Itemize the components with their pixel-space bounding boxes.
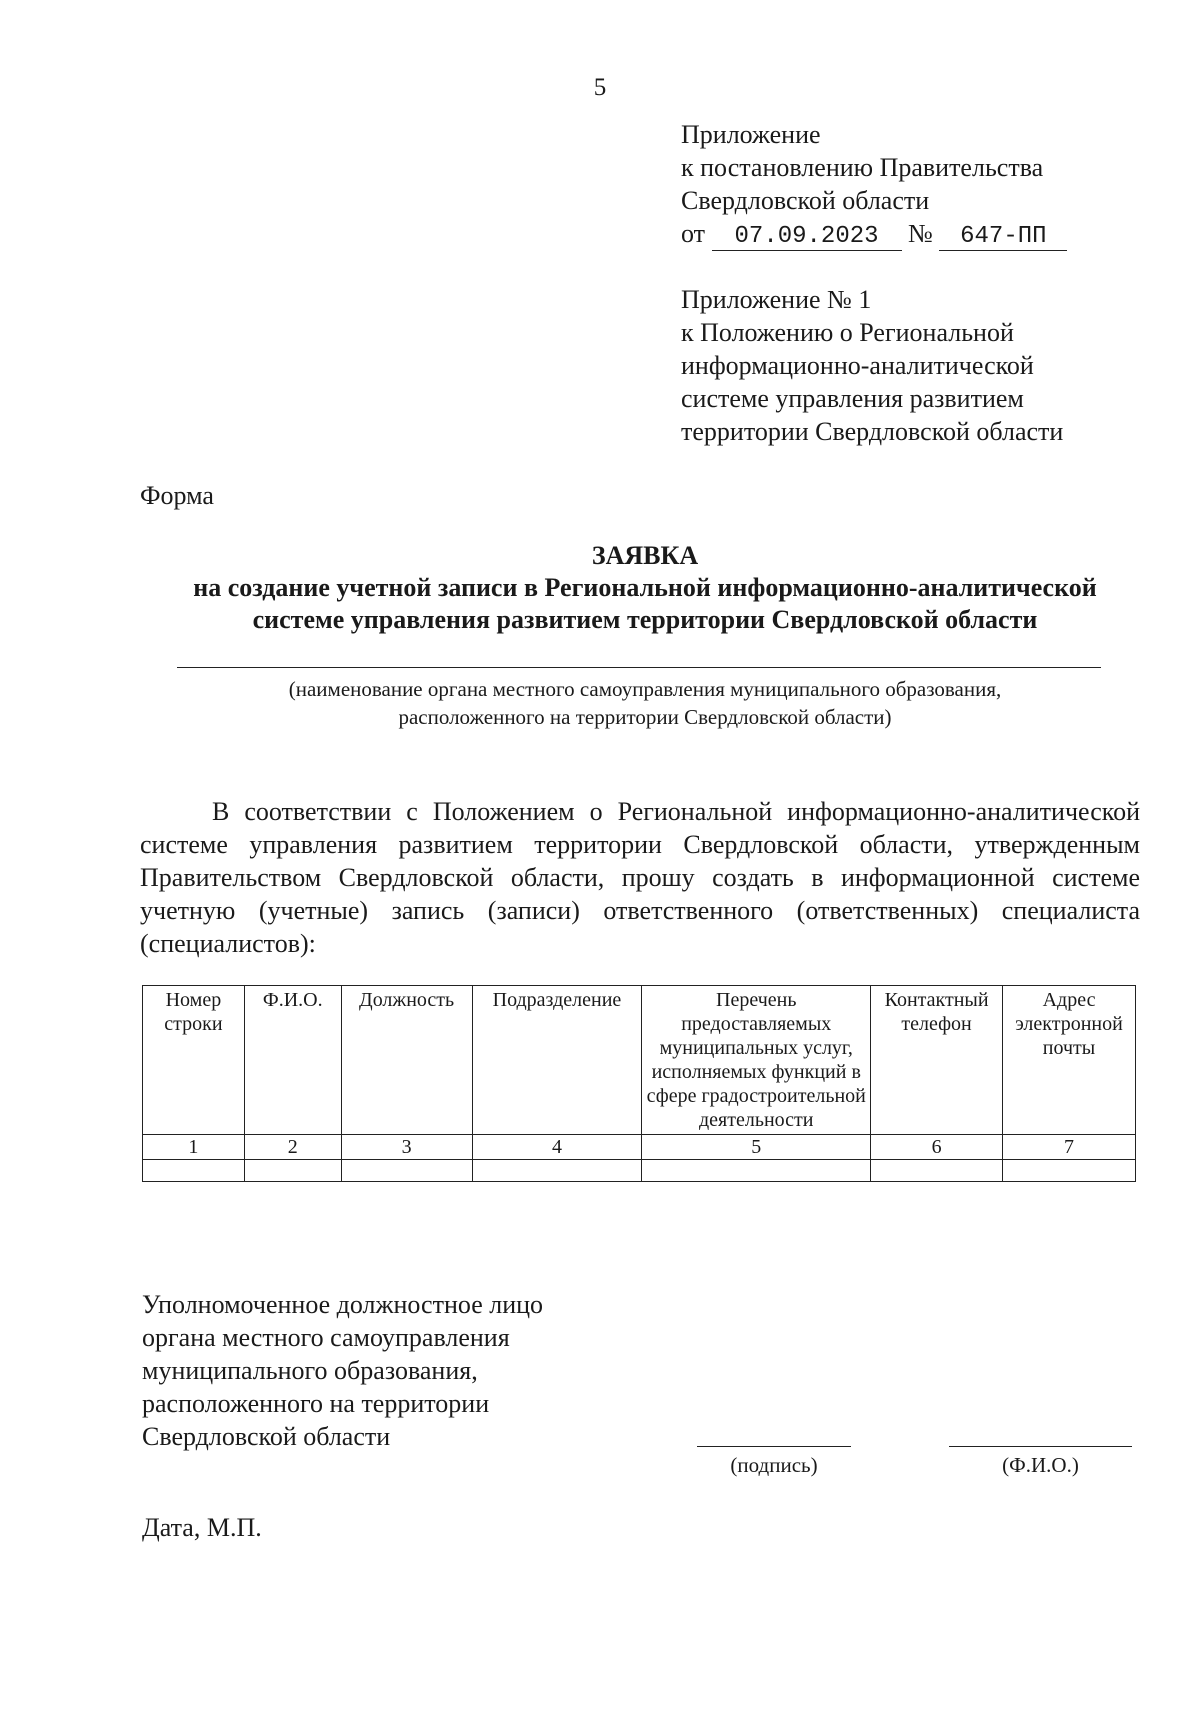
- table-number-row: [143, 1135, 1136, 1160]
- empty-cell: [472, 1160, 642, 1182]
- appendix-line: к постановлению Правительства: [681, 153, 1044, 182]
- signer-line: Уполномоченное должностное лицо: [142, 1290, 544, 1319]
- empty-cell: [143, 1160, 245, 1182]
- appendix-line: Приложение: [681, 120, 821, 149]
- page-number: 5: [593, 74, 607, 101]
- signature-caption: (подпись): [730, 1453, 818, 1477]
- appendix2-line: территории Свердловской области: [681, 417, 1064, 446]
- column-number: 5: [642, 1135, 871, 1160]
- form-label: Форма: [140, 481, 214, 510]
- fio-caption: (Ф.И.О.): [1002, 1453, 1079, 1477]
- signer-line: расположенного на территории: [142, 1389, 490, 1418]
- empty-cell: [341, 1160, 472, 1182]
- header-services-list: Перечень предоставляемых муниципальных услуг, исполняемых функций в сфере градостроительной деятельности: [642, 986, 871, 1135]
- column-number: 2: [244, 1135, 341, 1160]
- title-line: на создание учетной записи в Региональной информационно-аналитической: [193, 573, 1097, 602]
- date-seal-label: Дата, М.П.: [142, 1513, 262, 1542]
- column-number: 1: [143, 1135, 245, 1160]
- appendix2-line: к Положению о Региональной: [681, 318, 1014, 347]
- appendix-to-regulation: [681, 283, 1063, 448]
- appendix2-line: Приложение № 1: [681, 285, 872, 314]
- column-number: 6: [871, 1135, 1003, 1160]
- column-number: 4: [472, 1135, 642, 1160]
- caption-line: расположенного на территории Свердловской области): [398, 705, 892, 729]
- empty-cell: [1003, 1160, 1136, 1182]
- appendix-header: [681, 118, 1067, 251]
- from-label: от: [681, 219, 706, 248]
- caption-line: (наименование органа местного самоуправления муниципального образования,: [288, 677, 1002, 701]
- empty-cell: [244, 1160, 341, 1182]
- appendix-line: Свердловской области: [681, 186, 930, 215]
- document-title: [120, 540, 1170, 636]
- appendix2-line: информационно-аналитической: [681, 351, 1034, 380]
- header-row-number: Номер строки: [143, 986, 245, 1135]
- table-header-row: [143, 986, 1136, 1135]
- organization-name-line: [177, 667, 1101, 668]
- empty-cell: [642, 1160, 871, 1182]
- empty-cell: [871, 1160, 1003, 1182]
- resolution-date-number: [681, 217, 1067, 251]
- column-number: 7: [1003, 1135, 1136, 1160]
- organization-name-caption: [120, 675, 1170, 731]
- title-line: системе управления развитием территории Свердловской области: [252, 605, 1038, 634]
- appendix2-line: системе управления развитием: [681, 384, 1024, 413]
- signer-line: муниципального образования,: [142, 1356, 478, 1385]
- header-phone: Контактный телефон: [871, 986, 1003, 1135]
- authorized-official: [142, 1288, 543, 1453]
- signer-line: органа местного самоуправления: [142, 1323, 510, 1352]
- signer-line: Свердловской области: [142, 1422, 391, 1451]
- column-number: 3: [341, 1135, 472, 1160]
- header-fio: Ф.И.О.: [244, 986, 341, 1135]
- resolution-date: 07.09.2023: [712, 224, 902, 251]
- header-department: Подразделение: [472, 986, 642, 1135]
- resolution-number: 647-ПП: [939, 224, 1067, 251]
- title-heading: ЗАЯВКА: [591, 541, 699, 570]
- header-email: Адрес электронной почты: [1003, 986, 1136, 1135]
- number-label: №: [908, 219, 933, 248]
- signature-line: [697, 1446, 851, 1447]
- specialists-table: [142, 985, 1136, 1182]
- header-position: Должность: [341, 986, 472, 1135]
- table-empty-row: [143, 1160, 1136, 1182]
- request-paragraph: В соответствии с Положением о Региональной информационно-аналитической системе управления развитием территории Свердловской области, утвержденным Правительством Свердловской области, прошу создать в информационной системе учетную (учетные) запись (записи) ответственного (ответственных) специалиста (специалистов):: [140, 797, 1140, 958]
- fio-line: [949, 1446, 1132, 1447]
